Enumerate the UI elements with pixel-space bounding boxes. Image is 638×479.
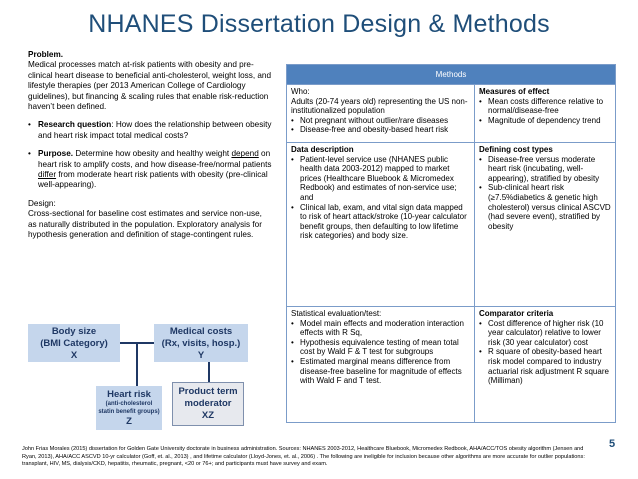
z-connector [136, 342, 138, 386]
methods-table [286, 64, 616, 423]
measures-cell [475, 85, 616, 143]
body-size-label: Body size [51, 326, 97, 337]
purpose-depend: depend [231, 149, 259, 159]
medical-costs-sub: (Rx, visits, hosp.) [161, 338, 241, 349]
medical-costs-box [154, 324, 248, 362]
data-head: Data description [291, 145, 354, 154]
stats-bullet: • Hypothesis equivalence testing of mean total cost by Wald F & T test for subgroups [291, 338, 470, 357]
design-paragraph: Design: Cross-sectional for baseline cost estimates and service non-use, as naturally distributed in the population. Exploratory analysis for hypothesis generation and definition of stage-contingent rules. [28, 198, 262, 240]
medical-costs-label: Medical costs [169, 326, 233, 337]
left-column [28, 50, 272, 241]
who-head: Who [291, 87, 308, 96]
product-term-box [172, 382, 244, 426]
problem-heading: Problem. [28, 50, 64, 59]
cost-types-cell [475, 143, 616, 307]
criteria-bullet: • R square of obesity-based heart risk model compared to industry actuarial risk adjustment R square (Milliman) [479, 347, 611, 385]
purpose-text-3: from moderate heart risk patients with obesity (pre-clinical well-appearing). [38, 170, 268, 190]
cost-types-bullet: • Sub-clinical heart risk (≥7.5%diabetics & genetic high cholesterol) versus clinical ASCVD (had severe event), stratified by obesity [479, 183, 611, 231]
cost-types-bullet: • Disease-free versus moderate heart risk (incubating, well-appearing), stratified by obesity [479, 155, 611, 184]
page-number: 5 [609, 438, 616, 450]
measures-bullet: • Magnitude of dependency trend [479, 116, 611, 126]
stats-cell: Statistical evaluation/test: • Model main effects and moderation interaction effects with R Sq, • Hypothesis equivalence testing of mean total cost by Wald F & T test for subgroups • Estimated marginal means difference from disease-free baseline for magnitude of effects with Wald F and T test. [287, 307, 475, 423]
body-size-var: X [70, 350, 78, 361]
xz-connector [208, 362, 210, 382]
heart-risk-sub: (anti-cholesterol statin benefit groups) [98, 401, 160, 415]
criteria-head: Comparator criteria [479, 309, 554, 318]
purpose-text-2: on heart risk to amplify costs, and how disease-free/normal patients [38, 149, 272, 169]
data-bullet: • Patient-level service use (NHANES public health data 2003-2012) mapped to market prices (Healthcare Bluebook & Micromedex Redbook) and estimates of non-service use; and [291, 155, 470, 203]
moderation-diagram [20, 320, 268, 440]
body-size-sub: (BMI Category) [40, 338, 108, 349]
who-bullet: • Disease-free and obesity-based heart risk [291, 125, 470, 135]
bullet-list [28, 120, 272, 190]
who-bullet: • Not pregnant without outlier/rare diseases [291, 116, 470, 126]
data-bullet: • Clinical lab, exam, and vital sign data mapped to risk of heart attack/stroke (10-year calculator benefit groups, then defaulting to low lifetime risk categories) and body size. [291, 203, 470, 241]
heart-risk-var: Z [126, 416, 132, 427]
problem-paragraph [28, 50, 272, 112]
research-question-item [28, 120, 272, 141]
measures-head: Measures of effect [479, 87, 550, 96]
design-text: Cross-sectional for baseline cost estimates and service non-use, as naturally distributed in the population. Exploratory analysis for hypothesis generation and definition of stage-contingent rules. [28, 209, 262, 240]
stats-bullet: • Estimated marginal means difference from disease-free baseline for magnitude of effects with Wald F and T test. [291, 357, 470, 386]
stats-head: Statistical evaluation/test [291, 309, 380, 318]
page-title: NHANES Dissertation Design & Methods [88, 10, 550, 38]
purpose-item [28, 149, 272, 191]
criteria-cell [475, 307, 616, 423]
who-text: Adults (20-74 years old) representing the US non-institutionalized population [291, 96, 468, 116]
product-term-var: XZ [201, 410, 215, 421]
body-size-box [28, 324, 120, 362]
criteria-bullet: • Cost difference of higher risk (10 year calculator) relative to lower risk (30 year calculator) cost [479, 319, 611, 348]
heart-risk-label: Heart risk [107, 389, 151, 400]
problem-text: Medical processes match at-risk patients with obesity and pre-clinical heart disease to beneficial anti-cholesterol, weight loss, and lifestyle therapies (per 2013 American College of Cardiology guidelines), but financing & scaling rules that enable risk-reduction haven’t been defined. [28, 60, 272, 112]
medical-costs-var: Y [197, 350, 205, 361]
measures-bullet: • Mean costs difference relative to normal/disease-free [479, 97, 611, 116]
methods-header: Methods [287, 65, 616, 85]
stats-bullet: • Model main effects and moderation interaction effects with R Sq, [291, 319, 470, 338]
purpose-text-1: Determine how obesity and healthy weight [73, 149, 232, 159]
who-cell: Who: Adults (20-74 years old) representing the US non-institutionalized population • Not pregnant without outlier/rare diseases • Disease-free and obesity-based heart risk [287, 85, 475, 143]
product-term-label: Product term [178, 386, 238, 397]
purpose-label: Purpose. [38, 149, 74, 159]
purpose-differ: differ [38, 170, 57, 180]
heart-risk-box [96, 386, 162, 430]
product-term-sub: moderator [184, 398, 232, 409]
design-label: Design [28, 198, 54, 208]
research-question-label: Research question [38, 120, 112, 130]
cost-types-head: Defining cost types [479, 145, 553, 154]
data-cell [287, 143, 475, 307]
research-question-text: : How does the relationship between obesity and heart risk impact total medical costs? [38, 120, 272, 140]
footer-citation: John Frias Morales (2015) dissertation for Golden Gate University doctorate in business administration. Sources: NHANES 2003-2012, Healthcare Bluebook, Micromedex Redbook, AHA/ACC/TOS obesity algorithm (Jensen and Ryan, 2013), AHA/ACC ASCVD 10-yr calculator (Goff, et. al., 2013) , and lifetime calculator (Lloyd-Jones, et. al., 2006) . The following are ineligible for inclusion because other algorithms are more accurate for outlier populations: transplant, HIV, MS, dialysis/CKD, hepatitis, rheumatic, pregnant, <20 or 76+; and participants must have survey and exam. [22, 446, 585, 468]
